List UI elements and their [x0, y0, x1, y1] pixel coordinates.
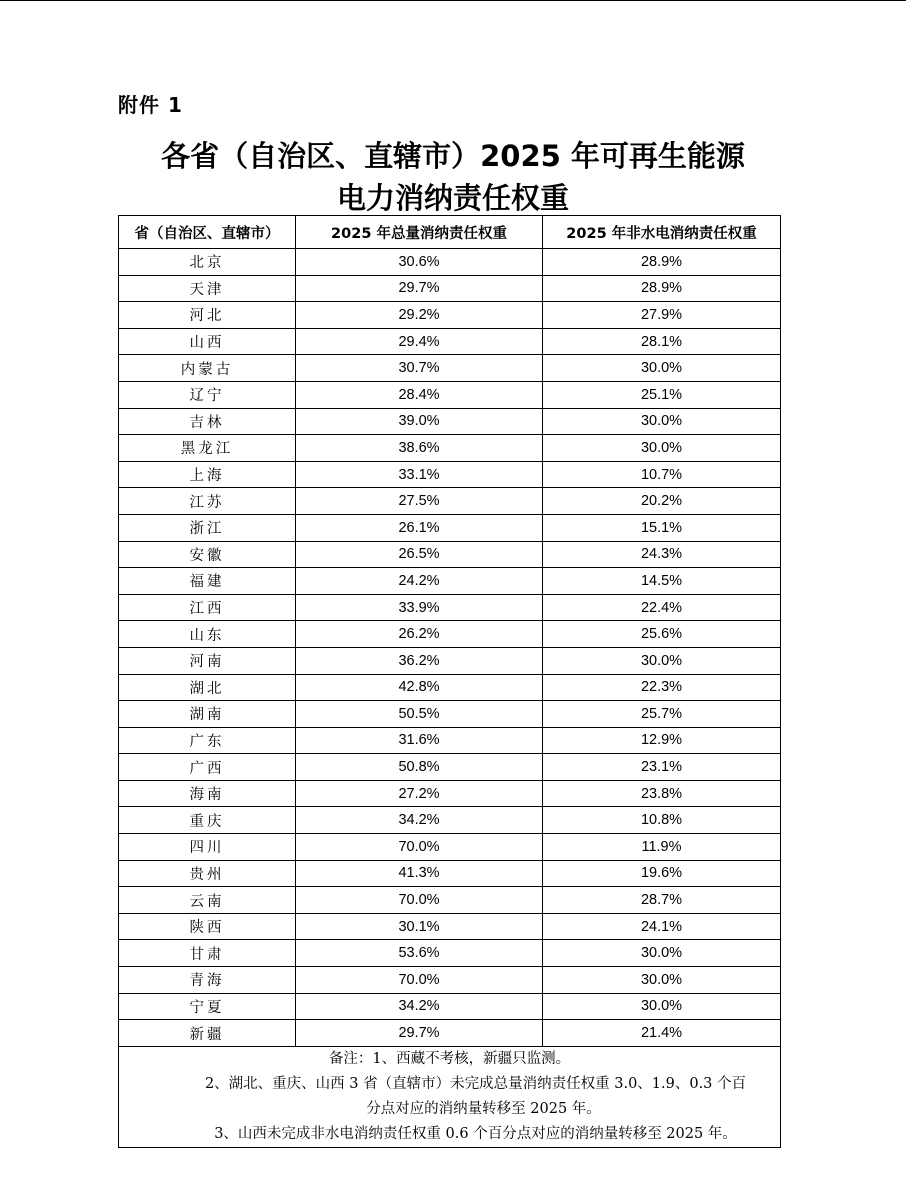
cell-total-weight: 30.1%: [296, 913, 543, 940]
cell-province: 湖南: [119, 701, 296, 728]
cell-total-weight: 33.9%: [296, 594, 543, 621]
document-title-line1: 各省（自治区、直辖市）2025 年可再生能源: [161, 139, 745, 173]
table-row: [119, 621, 781, 648]
cell-nonhydro-weight: 23.1%: [543, 754, 781, 781]
table-row: [119, 275, 781, 302]
table-header-row: [119, 216, 781, 249]
cell-nonhydro-weight: 30.0%: [543, 355, 781, 382]
cell-nonhydro-weight: 30.0%: [543, 940, 781, 967]
cell-province: 内蒙古: [119, 355, 296, 382]
cell-nonhydro-weight: 27.9%: [543, 302, 781, 329]
cell-province: 甘肃: [119, 940, 296, 967]
table-row: [119, 727, 781, 754]
cell-total-weight: 42.8%: [296, 674, 543, 701]
cell-province: 江西: [119, 594, 296, 621]
cell-total-weight: 27.5%: [296, 488, 543, 515]
cell-province: 新疆: [119, 1020, 296, 1047]
header-province: 省（自治区、直辖市）: [119, 216, 296, 249]
cell-province: 北京: [119, 249, 296, 276]
cell-nonhydro-weight: 15.1%: [543, 514, 781, 541]
cell-nonhydro-weight: 20.2%: [543, 488, 781, 515]
cell-province: 广东: [119, 727, 296, 754]
cell-nonhydro-weight: 28.9%: [543, 249, 781, 276]
table-row: [119, 807, 781, 834]
cell-province: 山西: [119, 328, 296, 355]
cell-total-weight: 70.0%: [296, 834, 543, 861]
notes-row: [119, 1046, 781, 1147]
cell-nonhydro-weight: 25.6%: [543, 621, 781, 648]
attachment-label: 附件 1: [118, 93, 183, 117]
cell-total-weight: 70.0%: [296, 887, 543, 914]
cell-nonhydro-weight: 24.3%: [543, 541, 781, 568]
cell-province: 贵州: [119, 860, 296, 887]
table-row: [119, 488, 781, 515]
cell-total-weight: 50.5%: [296, 701, 543, 728]
table-row: [119, 967, 781, 994]
cell-province: 湖北: [119, 674, 296, 701]
table-row: [119, 993, 781, 1020]
table-row: [119, 594, 781, 621]
cell-nonhydro-weight: 21.4%: [543, 1020, 781, 1047]
cell-province: 天津: [119, 275, 296, 302]
table-row: [119, 568, 781, 595]
table-row: [119, 355, 781, 382]
weights-table: [118, 215, 781, 1148]
cell-province: 辽宁: [119, 381, 296, 408]
cell-nonhydro-weight: 30.0%: [543, 647, 781, 674]
cell-total-weight: 31.6%: [296, 727, 543, 754]
table-row: [119, 541, 781, 568]
cell-total-weight: 33.1%: [296, 461, 543, 488]
table-row: [119, 834, 781, 861]
cell-total-weight: 39.0%: [296, 408, 543, 435]
cell-total-weight: 26.5%: [296, 541, 543, 568]
cell-nonhydro-weight: 12.9%: [543, 727, 781, 754]
note-2-line1: 2、湖北、重庆、山西 3 省（直辖市）未完成总量消纳责任权重 3.0、1.9、0.3 个百: [204, 1075, 747, 1092]
cell-nonhydro-weight: 30.0%: [543, 993, 781, 1020]
table-row: [119, 461, 781, 488]
cell-total-weight: 38.6%: [296, 435, 543, 462]
table-row: [119, 780, 781, 807]
page-top-border: [0, 0, 906, 1]
cell-total-weight: 26.2%: [296, 621, 543, 648]
cell-nonhydro-weight: 10.7%: [543, 461, 781, 488]
cell-total-weight: 53.6%: [296, 940, 543, 967]
cell-province: 陕西: [119, 913, 296, 940]
cell-province: 海南: [119, 780, 296, 807]
table-row: [119, 913, 781, 940]
cell-total-weight: 26.1%: [296, 514, 543, 541]
cell-total-weight: 29.4%: [296, 328, 543, 355]
cell-province: 云南: [119, 887, 296, 914]
cell-total-weight: 28.4%: [296, 381, 543, 408]
cell-province: 吉林: [119, 408, 296, 435]
note-2-line2: 分点对应的消纳量转移至 2025 年。: [366, 1100, 601, 1117]
table-row: [119, 647, 781, 674]
cell-province: 广西: [119, 754, 296, 781]
table-row: [119, 435, 781, 462]
cell-province: 安徽: [119, 541, 296, 568]
table-row: [119, 674, 781, 701]
cell-nonhydro-weight: 22.3%: [543, 674, 781, 701]
table-row: [119, 249, 781, 276]
table-row: [119, 302, 781, 329]
cell-nonhydro-weight: 14.5%: [543, 568, 781, 595]
cell-total-weight: 70.0%: [296, 967, 543, 994]
cell-nonhydro-weight: 28.7%: [543, 887, 781, 914]
header-total-weight: 2025 年总量消纳责任权重: [296, 216, 543, 249]
cell-province: 重庆: [119, 807, 296, 834]
cell-nonhydro-weight: 28.9%: [543, 275, 781, 302]
table-row: [119, 1020, 781, 1047]
cell-province: 黑龙江: [119, 435, 296, 462]
cell-nonhydro-weight: 25.1%: [543, 381, 781, 408]
cell-province: 四川: [119, 834, 296, 861]
table-row: [119, 860, 781, 887]
table-row: [119, 754, 781, 781]
cell-total-weight: 50.8%: [296, 754, 543, 781]
cell-total-weight: 41.3%: [296, 860, 543, 887]
cell-nonhydro-weight: 10.8%: [543, 807, 781, 834]
cell-province: 福建: [119, 568, 296, 595]
notes-cell: [119, 1046, 781, 1147]
cell-province: 宁夏: [119, 993, 296, 1020]
cell-nonhydro-weight: 23.8%: [543, 780, 781, 807]
cell-total-weight: 24.2%: [296, 568, 543, 595]
cell-nonhydro-weight: 22.4%: [543, 594, 781, 621]
header-nonhydro-weight: 2025 年非水电消纳责任权重: [543, 216, 781, 249]
cell-total-weight: 36.2%: [296, 647, 543, 674]
cell-province: 青海: [119, 967, 296, 994]
cell-total-weight: 29.7%: [296, 1020, 543, 1047]
cell-nonhydro-weight: 28.1%: [543, 328, 781, 355]
table-row: [119, 940, 781, 967]
cell-nonhydro-weight: 30.0%: [543, 435, 781, 462]
cell-province: 江苏: [119, 488, 296, 515]
table-body: [119, 249, 781, 1047]
note-1: 备注：1、西藏不考核，新疆只监测。: [328, 1050, 571, 1067]
cell-total-weight: 30.7%: [296, 355, 543, 382]
cell-total-weight: 29.7%: [296, 275, 543, 302]
cell-total-weight: 27.2%: [296, 780, 543, 807]
cell-province: 上海: [119, 461, 296, 488]
cell-province: 浙江: [119, 514, 296, 541]
cell-total-weight: 30.6%: [296, 249, 543, 276]
table-row: [119, 514, 781, 541]
cell-nonhydro-weight: 30.0%: [543, 967, 781, 994]
cell-province: 山东: [119, 621, 296, 648]
document-title-line2: 电力消纳责任权重: [336, 181, 569, 215]
cell-nonhydro-weight: 11.9%: [543, 834, 781, 861]
table-row: [119, 328, 781, 355]
cell-province: 河南: [119, 647, 296, 674]
table-row: [119, 408, 781, 435]
cell-nonhydro-weight: 25.7%: [543, 701, 781, 728]
cell-province: 河北: [119, 302, 296, 329]
cell-total-weight: 34.2%: [296, 807, 543, 834]
cell-total-weight: 34.2%: [296, 993, 543, 1020]
table-row: [119, 381, 781, 408]
cell-nonhydro-weight: 24.1%: [543, 913, 781, 940]
cell-nonhydro-weight: 19.6%: [543, 860, 781, 887]
note-3: 3、山西未完成非水电消纳责任权重 0.6 个百分点对应的消纳量转移至 2025 年。: [214, 1125, 737, 1142]
cell-nonhydro-weight: 30.0%: [543, 408, 781, 435]
table-row: [119, 887, 781, 914]
cell-total-weight: 29.2%: [296, 302, 543, 329]
table-row: [119, 701, 781, 728]
